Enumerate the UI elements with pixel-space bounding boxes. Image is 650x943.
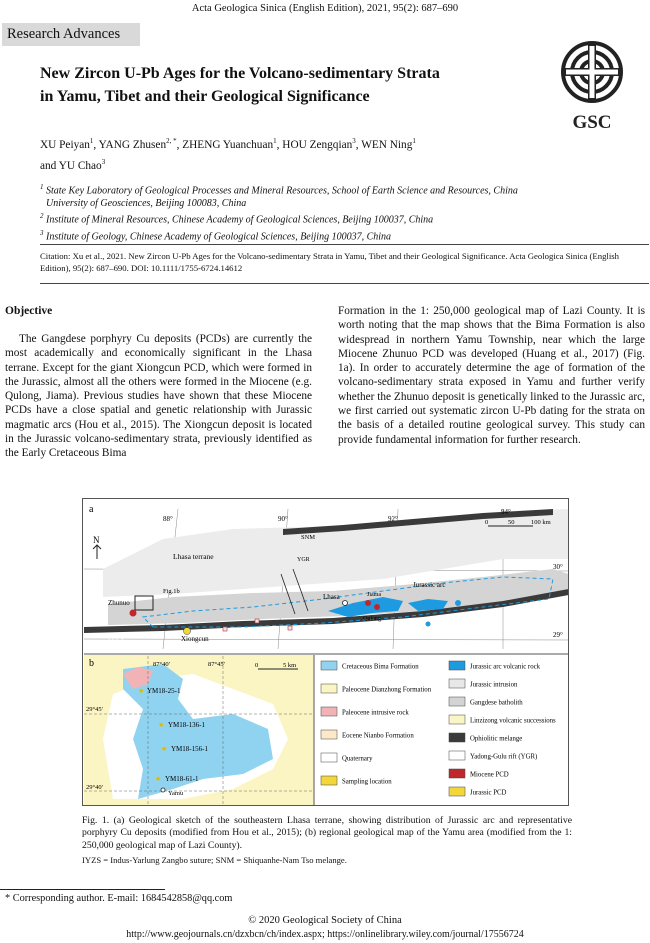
label-iyzs: IYZS (108, 635, 124, 643)
author-name: WEN Ning$^1$ (361, 137, 416, 151)
article-title (40, 62, 540, 108)
scale-50: 50 (508, 519, 515, 526)
lat-2940: 29°40' (86, 784, 103, 791)
objective-heading: Objective (5, 305, 53, 317)
legend-label: Eocene Nianbo Formation (342, 732, 414, 740)
scale-b-5km: 5 km (283, 662, 297, 669)
label-fig1b: Fig.1b (163, 588, 180, 595)
legend-label: Jurassic intrusion (470, 681, 518, 689)
affiliation-cont: University of Geosciences, Beijing 100083, China (46, 198, 247, 210)
gsc-seal-icon (556, 40, 628, 135)
affiliation: $^2$ Institute of Mineral Resources, Chinese Academy of Geological Sciences, Beijing 100037, China (40, 212, 434, 226)
label-xiongcun: Xiongcun (181, 635, 209, 643)
figure-caption: Fig. 1. (a) Geological sketch of the southeastern Lhasa terrane, showing distribution of Jurassic arc and representative porphyry Cu deposits (modified from Hou et al., 2015); (b) regional geological map of the Yamu area (modified from the 1: 250,000 geological map of Lazi County). (82, 815, 572, 851)
logo-text: GSC (572, 112, 612, 133)
legend-label: Ophiolitic melange (470, 735, 523, 743)
north-arrow-label: N (93, 535, 100, 545)
legend-label: Paleocene Dianzhong Formation (342, 686, 432, 694)
legend-swatch (449, 733, 465, 742)
divider-top (40, 244, 649, 245)
label-jurassic-arc: Jurassic arc (413, 581, 446, 589)
journal-urls: http://www.geojournals.cn/dzxbcn/ch/index.aspx; https://onlinelibrary.wiley.com/journal/17556724 (126, 929, 524, 940)
label-lhasa-terrane: Lhasa terrane (173, 552, 214, 561)
legend-label: Gangdese batholith (470, 699, 523, 707)
legend-swatch (449, 769, 465, 778)
panel-a-label: a (89, 504, 94, 515)
gsc-logo (556, 40, 628, 140)
legend-swatch (321, 661, 337, 670)
body-column-left: The Gangdese porphyry Cu deposits (PCDs) are currently the most academically and economically significant in the Lhasa terrane. Except for the giant Xiongcun PCD, which were formed in the Jurassic, almost all the others were formed in the Miocene (e.g. Qulong, Jiama). Previous studies have shown that these Miocene PCDs have a close spatial and genetic relationship with Jurassic magmatic arcs (Hou et al., 2015). The Xiongcun deposit is located in the Jurassic volcano-sedimentary strata, previously identified as the Early Cretaceous Bima (5, 333, 312, 460)
legend-panel-b (321, 661, 432, 786)
label-snm: SNM (301, 534, 316, 541)
lon-94: 94° (501, 508, 511, 516)
scale-100: 100 km (531, 519, 551, 526)
legend-swatch (449, 697, 465, 706)
legend-label: Yadong-Gulu rift (YGR) (470, 753, 538, 761)
divider-bottom (40, 283, 649, 284)
label-qulong: Qulong (363, 616, 381, 622)
author-name: ZHENG Yuanchuan$^1$ (182, 137, 277, 151)
footnote-rule (0, 889, 165, 890)
legend-swatch (449, 787, 465, 796)
star-icon: ★ (161, 745, 168, 753)
affiliations (40, 181, 640, 243)
footnote: * Corresponding author. E-mail: 1684542858@qq.com (5, 893, 233, 904)
legend-label: Sampling location (342, 778, 392, 786)
legend-label: Paleocene intrusive rock (342, 709, 409, 717)
panel-b-map (84, 655, 314, 806)
author-list: XU Peiyan$^1$, YANG Zhusen$^{2, *}$, ZHENG Yuanchuan$^1$, HOU Zengqian$^3$, WEN Ning$^1$ and YU Chao$^3$ (40, 137, 416, 172)
legend-swatch (321, 776, 337, 785)
lon-92: 92° (388, 515, 398, 523)
sample-2: YM18-136-1 (168, 721, 205, 729)
figure-caption-abbrev: IYZS = Indus-Yarlung Zangbo suture; SNM = Shiquanhe-Nam Tso melange. (82, 855, 347, 865)
lon-90: 90° (278, 515, 288, 523)
legend-panel-a (449, 661, 556, 797)
journal-header: Acta Geologica Sinica (English Edition), 2021, 95(2): 687–690 (191, 3, 459, 14)
legend-label: Jurassic arc volcanic rock (470, 663, 541, 671)
lat-30: 30° (553, 563, 563, 571)
legend-label: Jurassic PCD (470, 789, 507, 797)
legend-label: Linzizong volcanic successions (470, 717, 556, 725)
star-icon: ★ (158, 721, 165, 729)
section-badge: Research Advances (2, 23, 140, 46)
affiliation: $^3$ Institute of Geology, Chinese Academy of Geological Sciences, Beijing 100037, China (40, 228, 392, 242)
body-column-right: Formation in the 1: 250,000 geological map of Lazi County. It is worth noting that the map shows that the Bima Formation is also widespread in northern Yamu Township, near which the large Miocene Zhunuo PCD was developed (Huang et al., 2017) (Fig. 1a). In order to accurately determine the age of formation of the volcano-sedimentary strata exposed in Yamu and further verify whether the Zhunuo deposit is genetically linked to the Jurassic arc, we first carried out systematic zircon U-Pb dating for the strata on the basis of a detailed routine geological survey. This study can provide fundamental information for further research. (338, 305, 645, 446)
copyright: © 2020 Geological Society of China (248, 915, 402, 926)
label-jiama: Jiama (367, 592, 381, 598)
legend-swatch (321, 684, 337, 693)
title-line-2: in Yamu, Tibet and their Geological Significance (40, 88, 370, 105)
title-line-1: New Zircon U-Pb Ages for the Volcano-sedimentary Strata (40, 65, 440, 82)
panel-b-label: b (89, 658, 94, 669)
label-lhasa: Lhasa (323, 593, 340, 601)
label-zhunuo: Zhunuo (108, 599, 130, 607)
legend-swatch (321, 707, 337, 716)
lon-8740: 87°40' (153, 661, 170, 668)
star-icon: ★ (138, 687, 145, 695)
lon-88: 88° (163, 515, 173, 523)
lat-2945: 29°45' (86, 706, 103, 713)
author-name: YANG Zhusen$^{2, *}$ (98, 137, 177, 151)
sample-3: YM18-156-1 (171, 745, 208, 753)
author-name: HOU Zengqian$^3$ (282, 137, 356, 151)
label-yamu: Yamu (168, 790, 184, 797)
legend-swatch (321, 753, 337, 762)
legend-label: Cretaceous Bima Formation (342, 663, 419, 671)
affiliation: $^1$ State Key Laboratory of Geological Processes and Mineral Resources, School of Earth Science and Resources, China (40, 183, 518, 197)
star-icon: ★ (155, 775, 162, 783)
scale-0: 0 (485, 519, 489, 526)
legend-swatch (449, 679, 465, 688)
scale-b-0: 0 (255, 662, 259, 669)
legend-label: Miocene PCD (470, 771, 509, 779)
legend-swatch (449, 715, 465, 724)
sample-1: YM18-25-1 (147, 687, 181, 695)
legend-swatch (321, 730, 337, 739)
legend-swatch (449, 751, 465, 760)
lon-8745: 87°45' (208, 661, 225, 668)
author-name: YU Chao$^3$ (58, 157, 106, 172)
sample-4: YM18-61-1 (165, 775, 199, 783)
label-ygr: YGR (297, 557, 310, 563)
citation: Citation: Xu et al., 2021. New Zircon U-Pb Ages for the Volcano-sedimentary Strata in Yamu, Tibet and their Geological Significance. Acta Geologica Sinica (English Edition), 95(2): 687–690. DOI: 10.1111/1755-6724.14612 (40, 251, 619, 273)
panel-a-map (84, 500, 569, 654)
legend-swatch (449, 661, 465, 670)
legend-label: Quaternary (342, 755, 373, 763)
figure-1 (82, 498, 569, 806)
lat-29: 29° (553, 631, 563, 639)
author-name: XU Peiyan$^1$ (40, 137, 94, 151)
